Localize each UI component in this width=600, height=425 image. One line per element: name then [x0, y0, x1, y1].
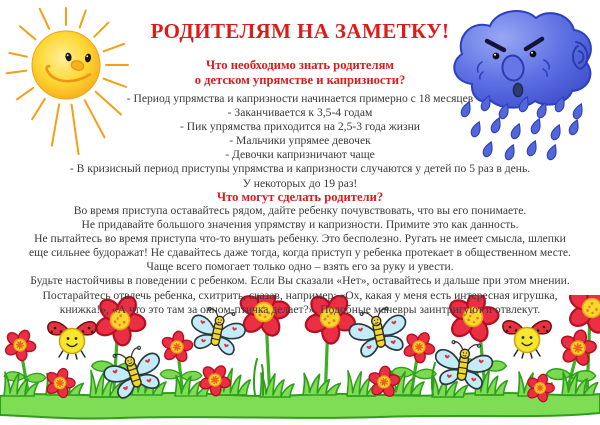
fact-line: - Девочки капризничают чаще [225, 148, 375, 162]
advice-line: Не пытайтесь во время приступа что-то внушать ребенку. Это бесполезно. Ругать не имеет смысла, шлепки [34, 232, 566, 246]
page-title: РОДИТЕЛЯМ НА ЗАМЕТКУ! [150, 19, 450, 43]
advice-line: книжка!», «А что это там за окном-птичка делает?». Подобные маневры заинтригуют и отвлекут. [59, 302, 541, 316]
advice-line: Во время приступа оставайтесь рядом, дайте ребенку почувствовать, что вы его понимаете. [73, 204, 527, 217]
advice-line: еще сильнее будоражат! Не сдавайтесь даже тогда, когда приступ у ребенка протекает в общественном месте. [29, 246, 571, 260]
advice-line: Не придавайте большого значения упрямству и капризности. Примите это как данность. [81, 218, 519, 232]
fact-line: У некоторых до 19 раз! [242, 176, 358, 190]
advice-line: Будьте настойчивы в поведении с ребенком. Если Вы сказали «Нет», оставайтесь и дальше при этом мнении. [30, 274, 570, 288]
fact-line: - Заканчивается к 3,5-4 годам [227, 106, 373, 120]
facts-list [0, 92, 600, 191]
advice-line: Чаще всего помогает только одно – взять его за руку и увести. [146, 260, 454, 274]
intro-heading [0, 58, 600, 87]
advice-list [0, 204, 600, 317]
intro-heading-line2: о детском упрямстве и капризности? [194, 72, 406, 87]
advice-line: Постарайтесь отвлечь ребенка, схитрить, сказав, например: «Ох, какая у меня есть интересная игрушка, [42, 288, 558, 302]
fact-line: - Период упрямства и капризности начинается примерно с 18 месяцев [126, 92, 474, 105]
fact-line: - Пик упрямства приходится на 2,5-3 года жизни [180, 120, 420, 134]
advice-heading: Что могут сделать родители? [216, 190, 384, 204]
intro-heading-line1: Что необходимо знать родителям [206, 58, 394, 72]
fact-line: - Мальчики упрямее девочек [229, 134, 371, 148]
fact-line: - В кризисный период приступы упрямства и капризности случаются у детей по 5 раз в день. [69, 162, 531, 176]
